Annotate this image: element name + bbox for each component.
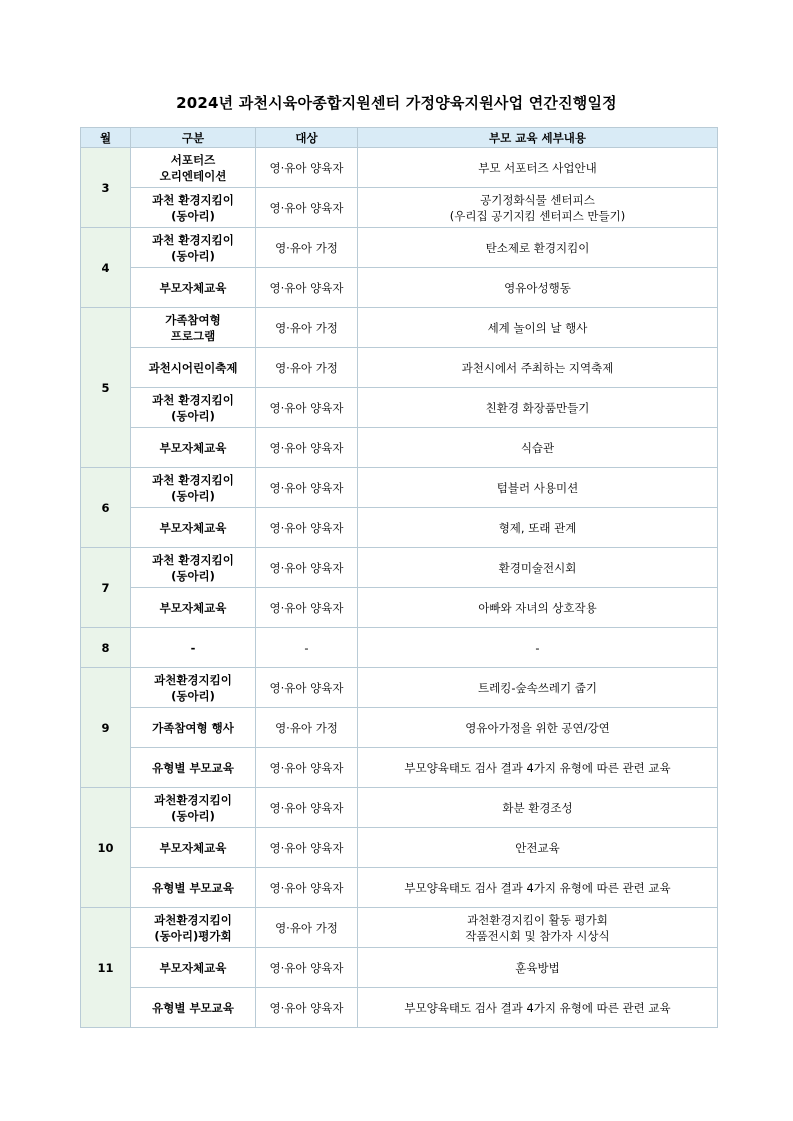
category-cell: 과천 환경지킴이 (동아리) bbox=[131, 548, 256, 588]
detail-cell: 훈육방법 bbox=[358, 948, 718, 988]
header-category: 구분 bbox=[131, 128, 256, 148]
table-row bbox=[81, 868, 718, 908]
category-cell: 과천 환경지킴이 (동아리) bbox=[131, 468, 256, 508]
target-cell: 영·유아 양육자 bbox=[256, 188, 358, 228]
detail-cell: 과천시에서 주최하는 지역축제 bbox=[358, 348, 718, 388]
target-cell: 영·유아 양육자 bbox=[256, 388, 358, 428]
detail-cell: 과천환경지킴이 활동 평가회 작품전시회 및 참가자 시상식 bbox=[358, 908, 718, 948]
header-target: 대상 bbox=[256, 128, 358, 148]
category-cell: 유형별 부모교육 bbox=[131, 748, 256, 788]
target-cell: 영·유아 양육자 bbox=[256, 668, 358, 708]
detail-cell: 세계 놀이의 날 행사 bbox=[358, 308, 718, 348]
schedule-table bbox=[80, 127, 718, 1028]
table-row bbox=[81, 988, 718, 1028]
table-row bbox=[81, 348, 718, 388]
detail-cell: 공기정화식물 센터피스 (우리집 공기지킴 센터피스 만들기) bbox=[358, 188, 718, 228]
month-cell: 8 bbox=[81, 628, 131, 668]
category-cell: 유형별 부모교육 bbox=[131, 988, 256, 1028]
target-cell: 영·유아 양육자 bbox=[256, 148, 358, 188]
target-cell: 영·유아 양육자 bbox=[256, 948, 358, 988]
category-cell: 과천환경지킴이 (동아리) bbox=[131, 668, 256, 708]
target-cell: 영·유아 양육자 bbox=[256, 508, 358, 548]
table-row bbox=[81, 388, 718, 428]
table-row bbox=[81, 748, 718, 788]
target-cell: 영·유아 양육자 bbox=[256, 868, 358, 908]
category-cell: 과천환경지킴이 (동아리) bbox=[131, 788, 256, 828]
target-cell: - bbox=[256, 628, 358, 668]
target-cell: 영·유아 양육자 bbox=[256, 748, 358, 788]
month-cell: 6 bbox=[81, 468, 131, 548]
target-cell: 영·유아 양육자 bbox=[256, 788, 358, 828]
category-cell: 서포터즈 오리엔테이션 bbox=[131, 148, 256, 188]
table-row bbox=[81, 228, 718, 268]
table-row bbox=[81, 948, 718, 988]
table-row bbox=[81, 908, 718, 948]
detail-cell: 탄소제로 환경지킴이 bbox=[358, 228, 718, 268]
category-cell: 과천 환경지킴이 (동아리) bbox=[131, 228, 256, 268]
detail-cell: 식습관 bbox=[358, 428, 718, 468]
detail-cell: 아빠와 자녀의 상호작용 bbox=[358, 588, 718, 628]
category-cell: 부모자체교육 bbox=[131, 948, 256, 988]
table-row bbox=[81, 428, 718, 468]
target-cell: 영·유아 가정 bbox=[256, 228, 358, 268]
table-row bbox=[81, 788, 718, 828]
month-cell: 7 bbox=[81, 548, 131, 628]
category-cell: 가족참여형 프로그램 bbox=[131, 308, 256, 348]
category-cell: - bbox=[131, 628, 256, 668]
table-row bbox=[81, 308, 718, 348]
table-row bbox=[81, 828, 718, 868]
detail-cell: 영유아성행동 bbox=[358, 268, 718, 308]
target-cell: 영·유아 양육자 bbox=[256, 268, 358, 308]
detail-cell: 안전교육 bbox=[358, 828, 718, 868]
category-cell: 유형별 부모교육 bbox=[131, 868, 256, 908]
detail-cell: 환경미술전시회 bbox=[358, 548, 718, 588]
table-row bbox=[81, 708, 718, 748]
target-cell: 영·유아 양육자 bbox=[256, 468, 358, 508]
header-month: 월 bbox=[81, 128, 131, 148]
category-cell: 과천 환경지킴이 (동아리) bbox=[131, 388, 256, 428]
detail-cell: 형제, 또래 관계 bbox=[358, 508, 718, 548]
table-row bbox=[81, 468, 718, 508]
category-cell: 과천 환경지킴이 (동아리) bbox=[131, 188, 256, 228]
category-cell: 과천환경지킴이 (동아리)평가회 bbox=[131, 908, 256, 948]
target-cell: 영·유아 가정 bbox=[256, 308, 358, 348]
schedule-body bbox=[81, 148, 718, 1028]
table-row bbox=[81, 548, 718, 588]
month-cell: 10 bbox=[81, 788, 131, 908]
target-cell: 영·유아 가정 bbox=[256, 908, 358, 948]
detail-cell: 텀블러 사용미션 bbox=[358, 468, 718, 508]
table-row bbox=[81, 148, 718, 188]
detail-cell: - bbox=[358, 628, 718, 668]
table-row bbox=[81, 628, 718, 668]
table-row bbox=[81, 588, 718, 628]
month-cell: 9 bbox=[81, 668, 131, 788]
detail-cell: 트레킹-숲속쓰레기 줍기 bbox=[358, 668, 718, 708]
target-cell: 영·유아 양육자 bbox=[256, 588, 358, 628]
category-cell: 부모자체교육 bbox=[131, 508, 256, 548]
header-row bbox=[81, 128, 718, 148]
detail-cell: 부모양육태도 검사 결과 4가지 유형에 따른 관련 교육 bbox=[358, 868, 718, 908]
category-cell: 부모자체교육 bbox=[131, 828, 256, 868]
detail-cell: 화분 환경조성 bbox=[358, 788, 718, 828]
page-title: 2024년 과천시육아종합지원센터 가정양육지원사업 연간진행일정 bbox=[176, 94, 617, 112]
month-cell: 3 bbox=[81, 148, 131, 228]
detail-cell: 부모 서포터즈 사업안내 bbox=[358, 148, 718, 188]
category-cell: 부모자체교육 bbox=[131, 588, 256, 628]
target-cell: 영·유아 가정 bbox=[256, 708, 358, 748]
category-cell: 가족참여형 행사 bbox=[131, 708, 256, 748]
month-cell: 11 bbox=[81, 908, 131, 1028]
target-cell: 영·유아 양육자 bbox=[256, 428, 358, 468]
table-row bbox=[81, 508, 718, 548]
table-row bbox=[81, 188, 718, 228]
detail-cell: 부모양육태도 검사 결과 4가지 유형에 따른 관련 교육 bbox=[358, 988, 718, 1028]
category-cell: 부모자체교육 bbox=[131, 428, 256, 468]
category-cell: 부모자체교육 bbox=[131, 268, 256, 308]
detail-cell: 친환경 화장품만들기 bbox=[358, 388, 718, 428]
month-cell: 5 bbox=[81, 308, 131, 468]
header-detail: 부모 교육 세부내용 bbox=[358, 128, 718, 148]
target-cell: 영·유아 가정 bbox=[256, 348, 358, 388]
target-cell: 영·유아 양육자 bbox=[256, 828, 358, 868]
target-cell: 영·유아 양육자 bbox=[256, 988, 358, 1028]
category-cell: 과천시어린이축제 bbox=[131, 348, 256, 388]
detail-cell: 부모양육태도 검사 결과 4가지 유형에 따른 관련 교육 bbox=[358, 748, 718, 788]
month-cell: 4 bbox=[81, 228, 131, 308]
target-cell: 영·유아 양육자 bbox=[256, 548, 358, 588]
table-row bbox=[81, 268, 718, 308]
table-row bbox=[81, 668, 718, 708]
detail-cell: 영유아가정을 위한 공연/강연 bbox=[358, 708, 718, 748]
